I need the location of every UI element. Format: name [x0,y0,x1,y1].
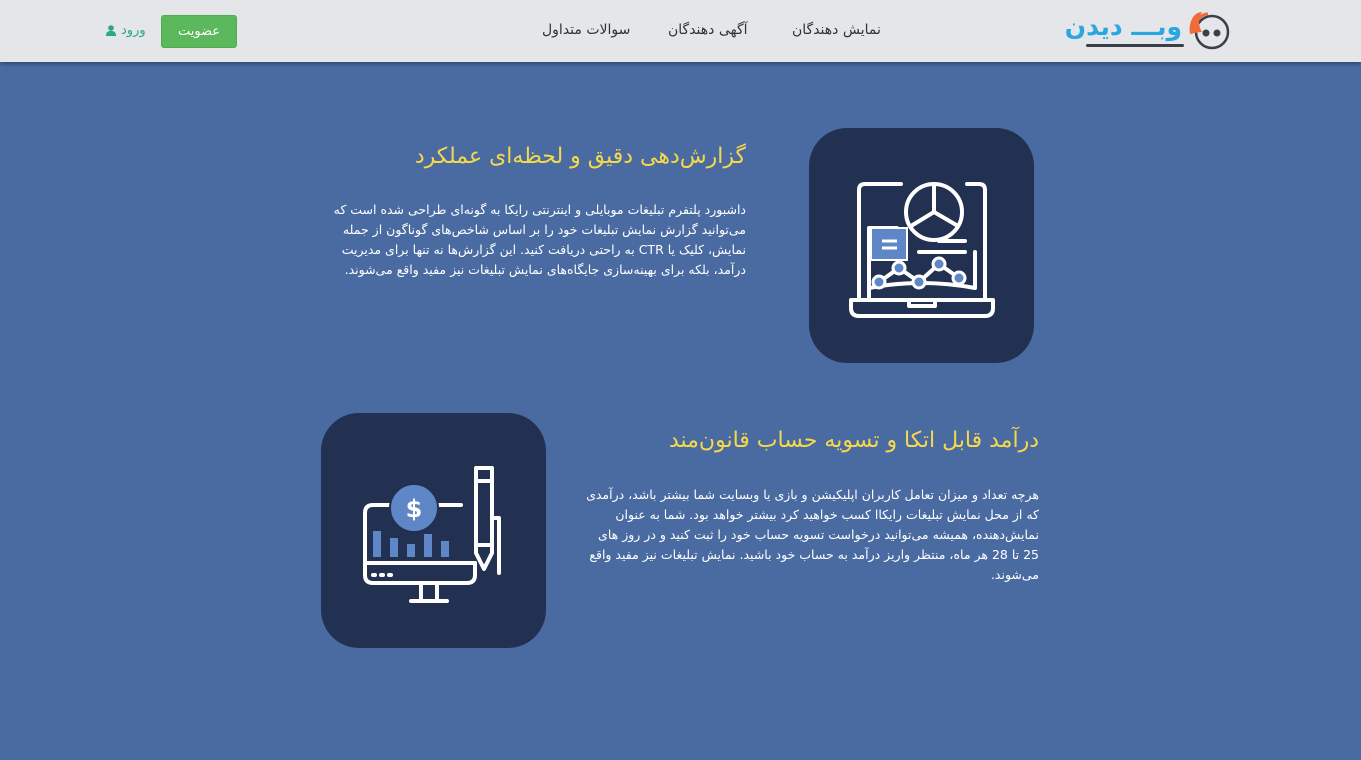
logo[interactable] [1064,8,1232,52]
eye-logo-icon [1186,8,1232,52]
feature-income-title: درآمد قابل اتکا و تسویه حساب قانون‌مند [668,428,1039,453]
svg-text:$: $ [405,495,423,523]
feature-reporting-image [809,128,1034,363]
monitor-dollar-pencil-icon [321,413,546,648]
nav-publishers[interactable]: نمایش دهندگان [792,22,881,38]
login-link[interactable] [106,23,146,38]
feature-reporting-title: گزارش‌دهی دقیق و لحظه‌ای عملکرد [414,144,746,169]
header [0,0,1361,62]
laptop-chart-icon [809,128,1034,363]
logo-text: وبـــ دیدن [1064,12,1182,41]
logo-underline [1086,44,1184,47]
feature-income-description: هرچه تعداد و میزان تعامل کاربران اپلیکیشن و بازی یا وبسایت شما بیشتر باشد، درآمدی که از محل نمایش تبلیغات رایکاا کسب خواهید کرد بیشتر خواهد بود. شما به عنوان نمایش‌دهنده، همیشه می‌توانید درخواست تسویه حساب خود را ثبت کنید و در روز های 25 تا 28 هر ماه، منتظر واریز درآمد به حساب خود باشید. نمایش تبلیغات نیز مفید واقع می‌شوند. [586,487,1039,582]
login-label: ورود [121,23,146,38]
feature-reporting-description: داشبورد پلتفرم تبلیغات موبایلی و اینترنتی رایکا به گونه‌ای طراحی شده است که می‌توانید گزارش نمایش تبلیغات خود را بر اساس شاخص‌های گوناگون از جمله نمایش، کلیک یا CTR به راحتی دریافت کنید. این گزارش‌ها نه تنها برای مدیریت درآمد، بلکه برای بهینه‌سازی جایگاه‌های نمایش تبلیغات نیز مفید واقع می‌شوند. [333,202,746,277]
signup-button[interactable]: عضویت [161,15,237,48]
feature-income-image [321,413,546,648]
user-icon [106,25,116,36]
nav-faq[interactable]: سوالات متداول [542,22,631,38]
nav-advertisers[interactable]: آگهی دهندگان [668,22,748,38]
